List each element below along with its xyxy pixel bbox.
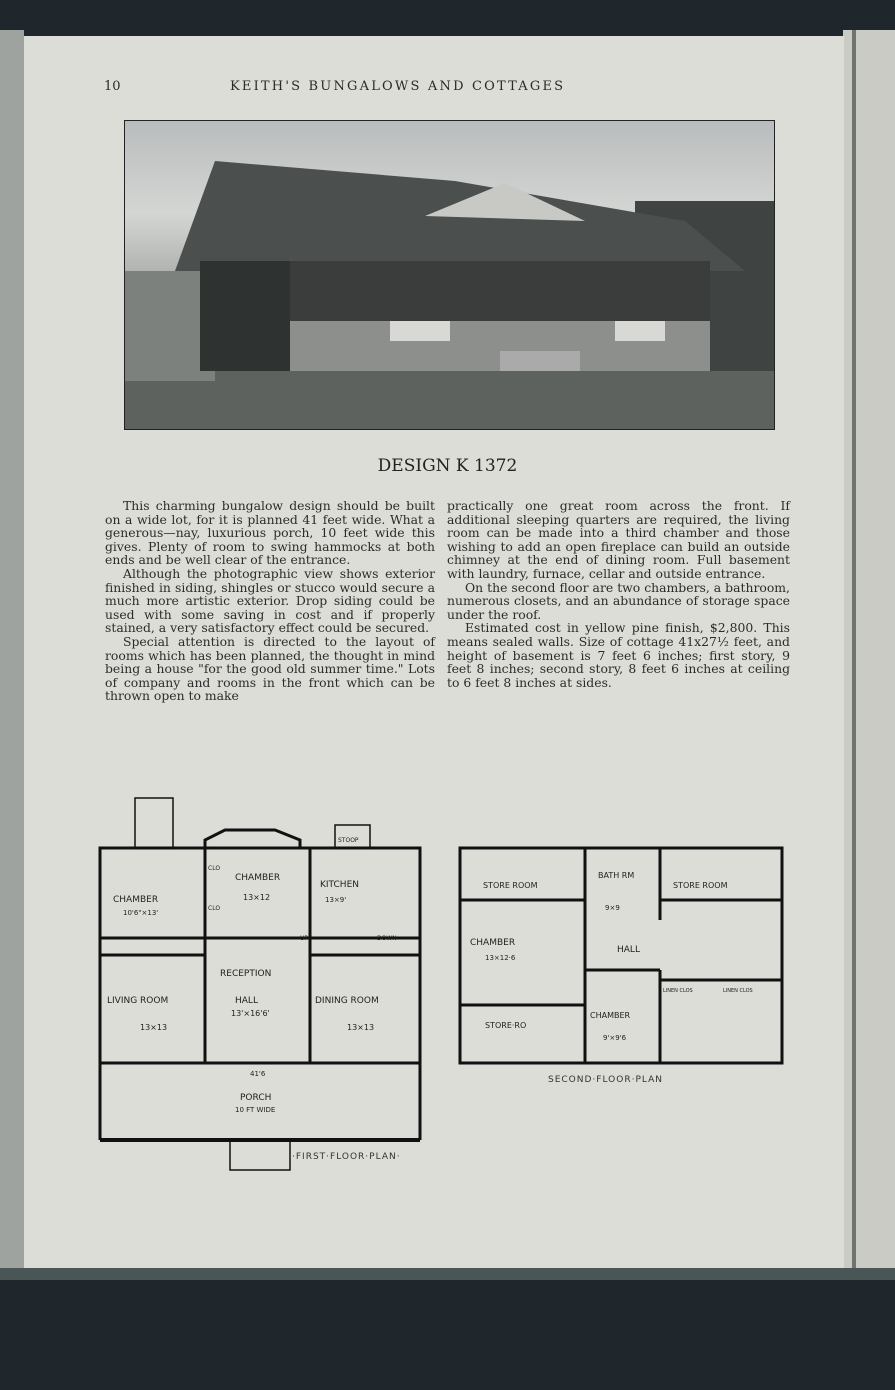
room-label: BATH RM xyxy=(598,871,635,880)
first-floor-plan xyxy=(95,790,435,1175)
room-label: STORE·RO xyxy=(485,1021,527,1030)
room-label: HALL xyxy=(617,945,640,955)
room-size: 13×13 xyxy=(140,1023,168,1032)
room-size: 13×12 xyxy=(243,893,271,902)
room-label: RECEPTION xyxy=(220,969,272,979)
dimension-label: 41'6 xyxy=(250,1070,266,1078)
room-size: 13×12·6 xyxy=(485,954,516,962)
room-size: 13'×16'6' xyxy=(231,1009,270,1018)
paragraph: Although the photographic view shows exterior finished in siding, shingles or stucco would secure a much more artistic exterior. Drop siding could be used with some saving in cost and if properly stained, a very satisfactory effect could be secured. xyxy=(105,565,435,636)
running-head: KEITH'S BUNGALOWS AND COTTAGES xyxy=(230,79,566,94)
room-label: CHAMBER xyxy=(113,895,159,905)
room-label: LINEN CLOS xyxy=(723,988,753,994)
room-label: DINING ROOM xyxy=(315,996,379,1006)
previous-page-edge xyxy=(0,30,24,1280)
room-label: PORCH xyxy=(240,1093,272,1103)
second-floor-plan xyxy=(455,840,790,1070)
room-label: HALL xyxy=(235,996,258,1006)
paragraph: On the second floor are two chambers, a bathroom, numerous closets, and an abundance of storage space under the roof. xyxy=(447,579,790,622)
room-label: CLO xyxy=(208,905,221,912)
body-right-column xyxy=(447,499,790,689)
body-left-column xyxy=(105,499,435,703)
house-photograph xyxy=(124,120,775,430)
paragraph: Estimated cost in yellow pine finish, $2,800. This means sealed walls. Size of cottage 41x27½ feet, and height of basement is 7 feet 6 inches; first story, 9 feet 8 inches; second story, 8 feet 6 inches at ceiling to 6 feet 8 inches at sides. xyxy=(447,620,790,690)
room-label: STOOP xyxy=(338,837,359,844)
room-label: LINEN CLOS xyxy=(663,988,693,994)
room-size: 10'6"×13' xyxy=(123,909,159,917)
room-size: 9×9 xyxy=(605,904,620,912)
room-label: LIVING ROOM xyxy=(107,996,169,1006)
room-label: STORE ROOM xyxy=(483,881,538,890)
room-size: 13×13 xyxy=(347,1023,375,1032)
room-size: 13×9' xyxy=(325,896,347,904)
stair-label: DOWN xyxy=(377,935,397,942)
room-label: CHAMBER xyxy=(235,873,281,883)
page-gutter xyxy=(852,30,856,1280)
room-label: CLO xyxy=(208,865,221,872)
page-number: 10 xyxy=(104,79,121,94)
room-label: KITCHEN xyxy=(320,880,359,890)
paragraph: Special attention is directed to the layout of rooms which has been planned, the thought in mind being a house "for the good old summer time." Lots of company and rooms in the front which can be thrown open to make xyxy=(105,633,435,704)
stair-label: UP xyxy=(300,935,309,942)
design-title: DESIGN K 1372 xyxy=(377,456,518,476)
room-label: CHAMBER xyxy=(470,938,516,948)
book-cover-edge xyxy=(843,30,895,1280)
room-label: CHAMBER xyxy=(590,1011,631,1020)
second-floor-caption: SECOND·FLOOR·PLAN xyxy=(548,1075,663,1085)
paragraph: practically one great room across the front. If additional sleeping quarters are required, the living room can be made into a third chamber and those wishing to add an open fireplace can build an outside chimney at the end of dining room. Full basement with laundry, furnace, cellar and outside entrance. xyxy=(447,498,790,581)
book-binding xyxy=(0,1268,895,1280)
paragraph: This charming bungalow design should be built on a wide lot, for it is planned 41 feet wide. What a generous—nay, luxurious porch, 10 feet wide this gives. Plenty of room to swing hammocks at both ends and be well clear of the entrance. xyxy=(105,498,435,568)
room-size: 10 FT WIDE xyxy=(235,1106,276,1114)
room-size: 9'×9'6 xyxy=(603,1034,627,1042)
room-label: STORE ROOM xyxy=(673,881,728,890)
first-floor-caption: ·FIRST·FLOOR·PLAN· xyxy=(292,1152,401,1162)
